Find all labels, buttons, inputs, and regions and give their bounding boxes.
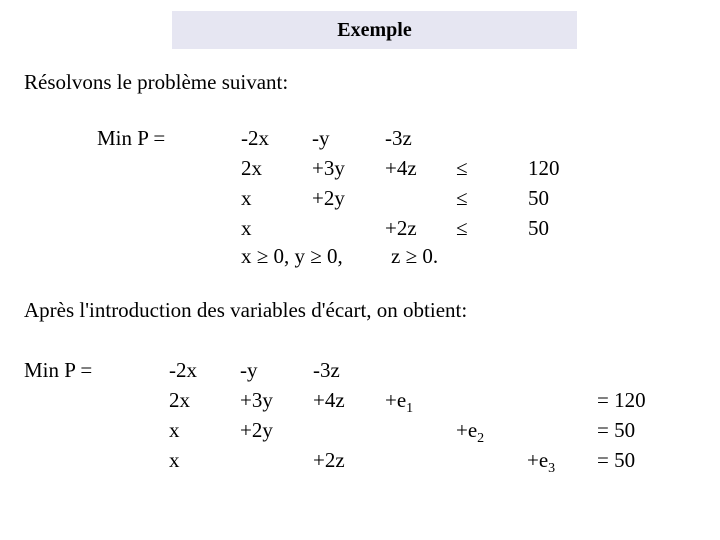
constraint-1-z: +4z (385, 156, 417, 180)
constraint-2-x: x (241, 186, 252, 210)
standard-row-1-z: +4z (313, 388, 345, 412)
constraint-3-sign: ≤ (456, 216, 468, 240)
constraint-2-y: +2y (312, 186, 345, 210)
standard-objective-term-y: -y (240, 358, 258, 382)
constraint-1-y: +3y (312, 156, 345, 180)
standard-row-3-slack (527, 448, 556, 476)
standard-row-1-rhs: = 120 (597, 388, 646, 412)
standard-objective-label: Min P = (24, 358, 93, 382)
standard-row-2-x: x (169, 418, 180, 442)
constraint-1-x: 2x (241, 156, 262, 180)
constraint-3-x: x (241, 216, 252, 240)
nonnegativity-z: z ≥ 0. (391, 244, 439, 268)
objective-label: Min P = (97, 126, 166, 150)
slack-index: 3 (548, 461, 556, 476)
intro-text: Résolvons le problème suivant: (24, 70, 289, 94)
slack-prefix: +e (456, 418, 478, 442)
standard-row-2-slack (456, 418, 485, 446)
standard-objective-term-z: -3z (313, 358, 340, 382)
slack-prefix: +e (385, 388, 407, 412)
standard-row-1-y: +3y (240, 388, 273, 412)
standard-row-3-z: +2z (313, 448, 345, 472)
constraint-3-z: +2z (385, 216, 417, 240)
constraint-1-sign: ≤ (456, 156, 468, 180)
transition-text: Après l'introduction des variables d'écart, on obtient: (24, 298, 468, 322)
standard-row-2-y: +2y (240, 418, 273, 442)
standard-row-3-rhs: = 50 (597, 448, 636, 472)
standard-objective-term-x: -2x (169, 358, 197, 382)
objective-term-y: -y (312, 126, 330, 150)
constraint-2-sign: ≤ (456, 186, 468, 210)
objective-term-z: -3z (385, 126, 412, 150)
title-banner (172, 11, 577, 49)
nonnegativity-xy: x ≥ 0, y ≥ 0, (241, 244, 343, 268)
constraint-1-rhs: 120 (528, 156, 560, 180)
page-title: Exemple (337, 18, 412, 41)
slack-index: 1 (406, 401, 414, 416)
standard-row-2-rhs: = 50 (597, 418, 636, 442)
objective-term-x: -2x (241, 126, 269, 150)
slack-prefix: +e (527, 448, 549, 472)
standard-row-1-slack (385, 388, 414, 416)
standard-row-1-x: 2x (169, 388, 190, 412)
standard-row-3-x: x (169, 448, 180, 472)
constraint-3-rhs: 50 (528, 216, 549, 240)
slack-index: 2 (477, 431, 485, 446)
constraint-2-rhs: 50 (528, 186, 549, 210)
